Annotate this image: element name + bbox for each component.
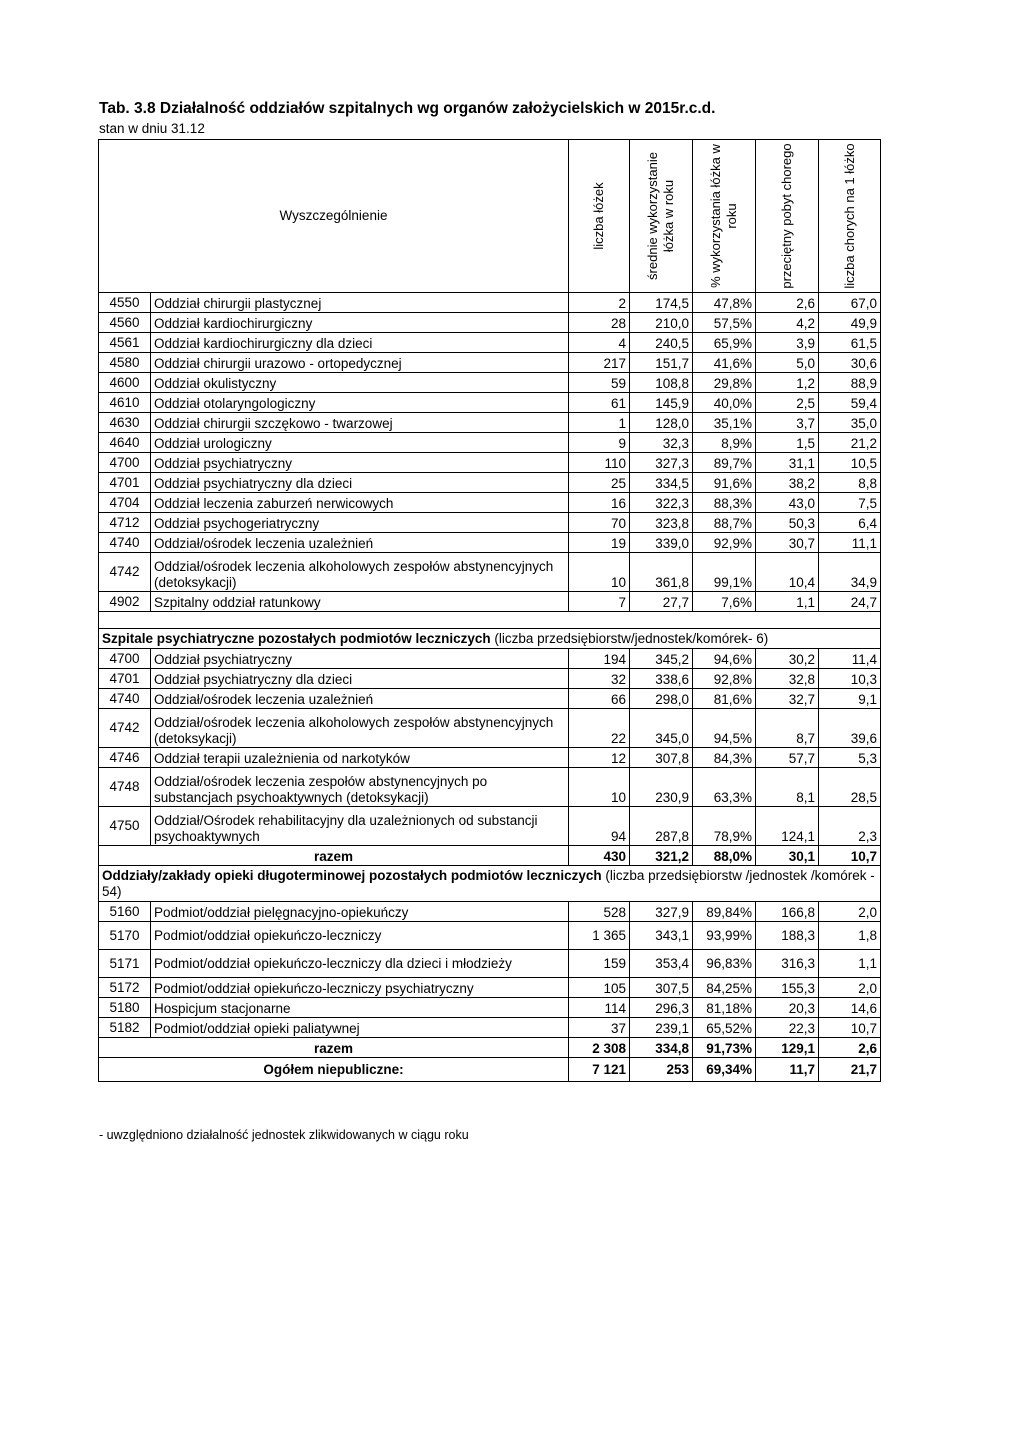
row-avg-stay: 1,2 (756, 373, 819, 393)
row-name: Oddział psychiatryczny (151, 453, 569, 473)
row-beds: 7 (569, 592, 630, 612)
total-psychiatric-avg-use: 321,2 (630, 846, 693, 866)
section-psychiatric-bold: Szpitale psychiatryczne pozostałych podmiotów leczniczych (102, 631, 491, 646)
row-code: 5180 (99, 998, 151, 1018)
grand-total-patients-per-bed: 21,7 (819, 1058, 881, 1082)
page-title: Tab. 3.8 Działalność oddziałów szpitalnych wg organów założycielskich w 2015r.c.d. (99, 100, 716, 117)
row-patients-per-bed: 67,0 (819, 293, 881, 313)
row-code: 4748 (99, 768, 151, 807)
row-name: Oddział/ośrodek leczenia zespołów abstynencyjnych po substancjach psychoaktywnych (detoksykacji) (151, 768, 569, 807)
row-avg-stay: 38,2 (756, 473, 819, 493)
total-longterm-avg-use: 334,8 (630, 1038, 693, 1058)
row-avg-stay: 30,2 (756, 649, 819, 669)
header-patients-per-bed: liczba chorych na 1 łóżko (819, 140, 881, 293)
table-row (99, 592, 881, 612)
page-subtitle: stan w dniu 31.12 (99, 121, 205, 136)
row-patients-per-bed: 59,4 (819, 393, 881, 413)
total-longterm (99, 1038, 881, 1058)
row-avg-use: 327,3 (630, 453, 693, 473)
row-pct-use: 84,25% (693, 978, 756, 998)
row-pct-use: 89,7% (693, 453, 756, 473)
table-row (99, 373, 881, 393)
row-name: Oddział kardiochirurgiczny (151, 313, 569, 333)
row-avg-use: 334,5 (630, 473, 693, 493)
header-avg-use: średnie wykorzystanie łóżka w roku (630, 140, 693, 293)
row-pct-use: 8,9% (693, 433, 756, 453)
row-avg-use: 240,5 (630, 333, 693, 353)
row-avg-use: 353,4 (630, 950, 693, 978)
row-beds: 32 (569, 669, 630, 689)
row-avg-stay: 3,7 (756, 413, 819, 433)
row-pct-use: 92,9% (693, 533, 756, 553)
table-row (99, 533, 881, 553)
row-avg-use: 296,3 (630, 998, 693, 1018)
row-avg-use: 239,1 (630, 1018, 693, 1038)
table-row (99, 768, 881, 807)
table-row (99, 413, 881, 433)
grand-total (99, 1058, 881, 1082)
row-code: 4701 (99, 473, 151, 493)
row-code: 4701 (99, 669, 151, 689)
row-code: 4740 (99, 689, 151, 709)
row-avg-stay: 3,9 (756, 333, 819, 353)
row-pct-use: 63,3% (693, 768, 756, 807)
table-row (99, 433, 881, 453)
row-beds: 22 (569, 709, 630, 748)
row-code: 4700 (99, 453, 151, 473)
row-pct-use: 92,8% (693, 669, 756, 689)
row-pct-use: 41,6% (693, 353, 756, 373)
row-avg-use: 210,0 (630, 313, 693, 333)
row-code: 5160 (99, 902, 151, 922)
row-code: 4742 (99, 709, 151, 748)
row-name: Oddział okulistyczny (151, 373, 569, 393)
row-avg-use: 230,9 (630, 768, 693, 807)
table-row (99, 649, 881, 669)
row-name: Oddział/ośrodek leczenia uzależnień (151, 533, 569, 553)
row-beds: 28 (569, 313, 630, 333)
row-patients-per-bed: 10,3 (819, 669, 881, 689)
spacer-row (99, 612, 881, 629)
table-header (99, 140, 881, 293)
total-longterm-patients-per-bed: 2,6 (819, 1038, 881, 1058)
row-beds: 19 (569, 533, 630, 553)
row-patients-per-bed: 30,6 (819, 353, 881, 373)
row-pct-use: 91,6% (693, 473, 756, 493)
row-code: 4550 (99, 293, 151, 313)
row-patients-per-bed: 10,5 (819, 453, 881, 473)
row-patients-per-bed: 7,5 (819, 493, 881, 513)
row-pct-use: 40,0% (693, 393, 756, 413)
row-avg-use: 323,8 (630, 513, 693, 533)
row-pct-use: 99,1% (693, 553, 756, 592)
row-pct-use: 57,5% (693, 313, 756, 333)
table-row (99, 333, 881, 353)
row-avg-use: 151,7 (630, 353, 693, 373)
row-beds: 4 (569, 333, 630, 353)
table-row (99, 473, 881, 493)
footnote: - uwzględniono działalność jednostek zlikwidowanych w ciągu roku (99, 1128, 469, 1142)
row-avg-use: 128,0 (630, 413, 693, 433)
row-name: Oddział psychiatryczny dla dzieci (151, 473, 569, 493)
row-patients-per-bed: 2,3 (819, 807, 881, 846)
row-avg-use: 338,6 (630, 669, 693, 689)
row-beds: 2 (569, 293, 630, 313)
row-name: Oddział psychiatryczny dla dzieci (151, 669, 569, 689)
grand-total-avg-use: 253 (630, 1058, 693, 1082)
row-avg-stay: 2,6 (756, 293, 819, 313)
total-psychiatric-label: razem (99, 846, 569, 866)
row-code: 4704 (99, 493, 151, 513)
row-avg-stay: 32,8 (756, 669, 819, 689)
row-avg-stay: 10,4 (756, 553, 819, 592)
row-patients-per-bed: 10,7 (819, 1018, 881, 1038)
table-row (99, 709, 881, 748)
row-patients-per-bed: 39,6 (819, 709, 881, 748)
row-name: Oddział/ośrodek leczenia uzależnień (151, 689, 569, 709)
section-psychiatric-cell (99, 629, 881, 649)
row-code: 4560 (99, 313, 151, 333)
row-code: 4561 (99, 333, 151, 353)
table-row (99, 669, 881, 689)
table-row (99, 1018, 881, 1038)
table-row (99, 689, 881, 709)
row-pct-use: 81,6% (693, 689, 756, 709)
row-name: Oddział chirurgii urazowo - ortopedycznej (151, 353, 569, 373)
row-avg-use: 345,2 (630, 649, 693, 669)
row-avg-stay: 57,7 (756, 748, 819, 768)
row-code: 4600 (99, 373, 151, 393)
row-beds: 37 (569, 1018, 630, 1038)
header-beds: liczba łóżek (569, 140, 630, 293)
row-pct-use: 96,83% (693, 950, 756, 978)
table-row (99, 553, 881, 592)
row-patients-per-bed: 24,7 (819, 592, 881, 612)
table-row (99, 453, 881, 473)
row-name: Oddział leczenia zaburzeń nerwicowych (151, 493, 569, 513)
row-patients-per-bed: 2,0 (819, 978, 881, 998)
row-pct-use: 94,5% (693, 709, 756, 748)
row-avg-use: 298,0 (630, 689, 693, 709)
row-beds: 105 (569, 978, 630, 998)
row-avg-stay: 22,3 (756, 1018, 819, 1038)
row-name: Podmiot/oddział opiekuńczo-leczniczy (151, 922, 569, 950)
row-name: Oddział terapii uzależnienia od narkotyków (151, 748, 569, 768)
row-patients-per-bed: 8,8 (819, 473, 881, 493)
row-name: Oddział/ośrodek leczenia alkoholowych zespołów abstynencyjnych (detoksykacji) (151, 709, 569, 748)
row-patients-per-bed: 1,1 (819, 950, 881, 978)
total-longterm-label: razem (99, 1038, 569, 1058)
row-avg-stay: 1,5 (756, 433, 819, 453)
table-row (99, 998, 881, 1018)
row-avg-stay: 30,7 (756, 533, 819, 553)
row-patients-per-bed: 11,4 (819, 649, 881, 669)
row-beds: 25 (569, 473, 630, 493)
row-pct-use: 65,52% (693, 1018, 756, 1038)
row-name: Oddział chirurgii szczękowo - twarzowej (151, 413, 569, 433)
row-beds: 10 (569, 768, 630, 807)
row-beds: 66 (569, 689, 630, 709)
row-avg-use: 307,5 (630, 978, 693, 998)
row-beds: 114 (569, 998, 630, 1018)
row-avg-stay: 124,1 (756, 807, 819, 846)
row-pct-use: 88,3% (693, 493, 756, 513)
row-avg-use: 287,8 (630, 807, 693, 846)
row-name: Podmiot/oddział opiekuńczo-leczniczy dla dzieci i młodzieży (151, 950, 569, 978)
row-avg-stay: 1,1 (756, 592, 819, 612)
row-pct-use: 84,3% (693, 748, 756, 768)
row-patients-per-bed: 21,2 (819, 433, 881, 453)
row-code: 4610 (99, 393, 151, 413)
row-beds: 1 (569, 413, 630, 433)
total-longterm-beds: 2 308 (569, 1038, 630, 1058)
row-name: Oddział otolaryngologiczny (151, 393, 569, 413)
row-name: Oddział kardiochirurgiczny dla dzieci (151, 333, 569, 353)
grand-total-pct-use: 69,34% (693, 1058, 756, 1082)
row-avg-stay: 188,3 (756, 922, 819, 950)
row-patients-per-bed: 28,5 (819, 768, 881, 807)
row-beds: 10 (569, 553, 630, 592)
row-name: Oddział/Ośrodek rehabilitacyjny dla uzależnionych od substancji psychoaktywnych (151, 807, 569, 846)
row-avg-stay: 8,7 (756, 709, 819, 748)
row-beds: 12 (569, 748, 630, 768)
row-code: 5171 (99, 950, 151, 978)
table-row (99, 978, 881, 998)
table-row (99, 393, 881, 413)
table-row (99, 922, 881, 950)
row-patients-per-bed: 9,1 (819, 689, 881, 709)
row-beds: 94 (569, 807, 630, 846)
row-code: 5170 (99, 922, 151, 950)
row-code: 4712 (99, 513, 151, 533)
total-psychiatric-avg-stay: 30,1 (756, 846, 819, 866)
row-code: 4750 (99, 807, 151, 846)
grand-total-avg-stay: 11,7 (756, 1058, 819, 1082)
row-code: 4640 (99, 433, 151, 453)
table-row (99, 493, 881, 513)
table-row (99, 748, 881, 768)
row-avg-stay: 50,3 (756, 513, 819, 533)
grand-total-beds: 7 121 (569, 1058, 630, 1082)
row-avg-stay: 8,1 (756, 768, 819, 807)
row-beds: 110 (569, 453, 630, 473)
row-pct-use: 94,6% (693, 649, 756, 669)
table-row (99, 902, 881, 922)
row-code: 4630 (99, 413, 151, 433)
row-patients-per-bed: 2,0 (819, 902, 881, 922)
row-pct-use: 93,99% (693, 922, 756, 950)
row-code: 4746 (99, 748, 151, 768)
row-name: Oddział psychiatryczny (151, 649, 569, 669)
row-avg-use: 343,1 (630, 922, 693, 950)
row-pct-use: 29,8% (693, 373, 756, 393)
row-avg-use: 174,5 (630, 293, 693, 313)
row-code: 4740 (99, 533, 151, 553)
section-psychiatric-normal: (liczba przedsiębiorstw/jednostek/komórek- 6) (490, 631, 769, 646)
row-pct-use: 88,7% (693, 513, 756, 533)
table-row (99, 950, 881, 978)
row-pct-use: 47,8% (693, 293, 756, 313)
row-code: 4742 (99, 553, 151, 592)
row-avg-use: 145,9 (630, 393, 693, 413)
total-psychiatric-patients-per-bed: 10,7 (819, 846, 881, 866)
row-beds: 1 365 (569, 922, 630, 950)
row-pct-use: 7,6% (693, 592, 756, 612)
row-avg-use: 32,3 (630, 433, 693, 453)
row-avg-use: 361,8 (630, 553, 693, 592)
row-beds: 59 (569, 373, 630, 393)
header-pct-use: % wykorzystania łóżka w roku (693, 140, 756, 293)
row-pct-use: 89,84% (693, 902, 756, 922)
table-row (99, 513, 881, 533)
row-avg-stay: 20,3 (756, 998, 819, 1018)
row-patients-per-bed: 5,3 (819, 748, 881, 768)
spacer-cell (99, 612, 881, 629)
total-psychiatric (99, 846, 881, 866)
row-name: Szpitalny oddział ratunkowy (151, 592, 569, 612)
row-patients-per-bed: 11,1 (819, 533, 881, 553)
row-beds: 16 (569, 493, 630, 513)
row-beds: 9 (569, 433, 630, 453)
row-code: 5172 (99, 978, 151, 998)
row-name: Podmiot/oddział opieki paliatywnej (151, 1018, 569, 1038)
row-avg-stay: 43,0 (756, 493, 819, 513)
row-avg-stay: 316,3 (756, 950, 819, 978)
row-pct-use: 65,9% (693, 333, 756, 353)
row-avg-stay: 166,8 (756, 902, 819, 922)
row-code: 5182 (99, 1018, 151, 1038)
table-row (99, 293, 881, 313)
row-name: Oddział/ośrodek leczenia alkoholowych zespołów abstynencyjnych (detoksykacji) (151, 553, 569, 592)
total-longterm-pct-use: 91,73% (693, 1038, 756, 1058)
row-beds: 61 (569, 393, 630, 413)
row-patients-per-bed: 49,9 (819, 313, 881, 333)
row-code: 4902 (99, 592, 151, 612)
row-avg-use: 108,8 (630, 373, 693, 393)
row-avg-use: 307,8 (630, 748, 693, 768)
row-patients-per-bed: 34,9 (819, 553, 881, 592)
section-psychiatric (99, 629, 881, 649)
row-pct-use: 78,9% (693, 807, 756, 846)
row-beds: 528 (569, 902, 630, 922)
table-row (99, 313, 881, 333)
row-avg-stay: 2,5 (756, 393, 819, 413)
row-name: Oddział urologiczny (151, 433, 569, 453)
row-name: Podmiot/oddział opiekuńczo-leczniczy psychiatryczny (151, 978, 569, 998)
section-longterm-cell (99, 866, 881, 902)
row-avg-use: 27,7 (630, 592, 693, 612)
section-longterm-bold: Oddziały/zakłady opieki długoterminowej pozostałych podmiotów leczniczych (102, 868, 602, 883)
row-beds: 159 (569, 950, 630, 978)
total-longterm-avg-stay: 129,1 (756, 1038, 819, 1058)
row-avg-stay: 155,3 (756, 978, 819, 998)
row-patients-per-bed: 35,0 (819, 413, 881, 433)
row-avg-use: 339,0 (630, 533, 693, 553)
row-patients-per-bed: 88,9 (819, 373, 881, 393)
row-avg-stay: 32,7 (756, 689, 819, 709)
grand-total-label: Ogółem niepubliczne: (99, 1058, 569, 1082)
row-patients-per-bed: 14,6 (819, 998, 881, 1018)
table-row (99, 807, 881, 846)
row-pct-use: 81,18% (693, 998, 756, 1018)
row-avg-stay: 4,2 (756, 313, 819, 333)
row-beds: 70 (569, 513, 630, 533)
total-psychiatric-beds: 430 (569, 846, 630, 866)
row-name: Oddział chirurgii plastycznej (151, 293, 569, 313)
row-name: Hospicjum stacjonarne (151, 998, 569, 1018)
section-longterm-normal: (liczba przedsiębiorstw /jednostek /komórek - 54) (102, 868, 875, 899)
table-row (99, 353, 881, 373)
data-table (98, 139, 881, 1082)
row-avg-use: 345,0 (630, 709, 693, 748)
row-avg-use: 322,3 (630, 493, 693, 513)
row-beds: 217 (569, 353, 630, 373)
row-avg-stay: 5,0 (756, 353, 819, 373)
row-beds: 194 (569, 649, 630, 669)
row-code: 4580 (99, 353, 151, 373)
row-avg-stay: 31,1 (756, 453, 819, 473)
total-psychiatric-pct-use: 88,0% (693, 846, 756, 866)
header-main: Wyszczególnienie (99, 140, 569, 293)
row-code: 4700 (99, 649, 151, 669)
row-pct-use: 35,1% (693, 413, 756, 433)
row-name: Podmiot/oddział pielęgnacyjno-opiekuńczy (151, 902, 569, 922)
row-patients-per-bed: 1,8 (819, 922, 881, 950)
row-patients-per-bed: 61,5 (819, 333, 881, 353)
section-longterm (99, 866, 881, 902)
header-avg-stay: przeciętny pobyt chorego (756, 140, 819, 293)
row-name: Oddział psychogeriatryczny (151, 513, 569, 533)
row-avg-use: 327,9 (630, 902, 693, 922)
row-patients-per-bed: 6,4 (819, 513, 881, 533)
